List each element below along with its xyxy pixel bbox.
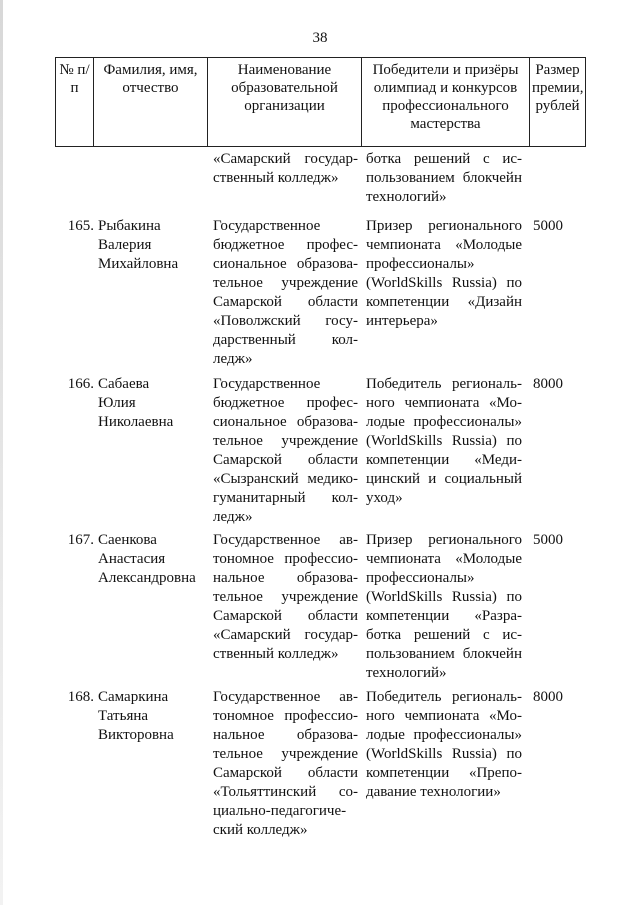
row-prize: 5000 — [533, 532, 563, 548]
text-line: тономное профессио- — [213, 551, 358, 567]
text-line: Викторовна — [98, 727, 174, 743]
text-line: ледж» — [213, 509, 253, 525]
text-line: «Поволжский госу- — [213, 313, 358, 329]
text-line: Самарской области — [213, 294, 358, 310]
scan-edge — [0, 0, 3, 905]
text-line: чемпионата «Молодые — [366, 237, 522, 253]
text-line: технологий» — [366, 665, 447, 681]
text-line: Николаевна — [98, 414, 174, 430]
text-line: (WorldSkills Russia) по — [366, 746, 522, 762]
text-line: компетенции «Разра- — [366, 608, 522, 624]
text-line: тельное учреждение — [213, 589, 358, 605]
text-line: Самарской области — [213, 608, 358, 624]
row-winners — [366, 375, 522, 508]
text-line: Татьяна — [98, 708, 149, 724]
text-line: ного чемпионата «Мо- — [366, 708, 522, 724]
header-number: № п/п — [56, 58, 94, 147]
text-line: лодые профессионалы» — [366, 727, 522, 743]
row-winners — [366, 217, 522, 331]
text-line: ственный колледж» — [213, 646, 339, 662]
text-line: бюджетное профес- — [213, 237, 358, 253]
text-line: (WorldSkills Russia) по — [366, 589, 522, 605]
text-line: Саенкова — [98, 532, 157, 548]
text-line: Анастасия — [98, 551, 166, 567]
text-line: ботка решений с ис- — [366, 151, 522, 167]
text-line: уход» — [366, 490, 403, 506]
text-line: «Самарский государ- — [213, 627, 358, 643]
text-line: компетенции «Дизайн — [366, 294, 522, 310]
text-line: Государственное ав- — [213, 689, 358, 705]
row-organization — [213, 217, 358, 369]
text-line: Самарской области — [213, 765, 358, 781]
text-line: ботка решений с ис- — [366, 627, 522, 643]
row-prize: 8000 — [533, 376, 563, 392]
header-organization: Наименование образовательной организации — [208, 58, 362, 147]
text-line: ного чемпионата «Мо- — [366, 395, 522, 411]
header-prize: Размер премии, рублей — [530, 58, 586, 147]
text-line: пользованием блокчейн — [366, 646, 522, 662]
text-line: Государственное ав- — [213, 532, 358, 548]
text-line: нальное образова- — [213, 570, 358, 586]
text-line: Самарской области — [213, 452, 358, 468]
header-winners: Победители и призёры олимпиад и конкурсов профессионального мастерства — [362, 58, 530, 147]
text-line: гуманитарный кол- — [213, 490, 358, 506]
text-line: Михайловна — [98, 256, 179, 272]
text-line: Самаркина — [98, 689, 169, 705]
text-line: компетенции «Препо- — [366, 765, 522, 781]
text-line: тельное учреждение — [213, 275, 358, 291]
row-organization — [213, 531, 358, 664]
text-line: профессионалы» — [366, 570, 475, 586]
row-prize: 5000 — [533, 218, 563, 234]
text-line: ственный колледж» — [213, 170, 339, 186]
text-line: сиональное образова- — [213, 256, 358, 272]
text-line: лодые профессионалы» — [366, 414, 522, 430]
text-line: сиональное образова- — [213, 414, 358, 430]
page-number: 38 — [312, 30, 328, 46]
text-line: интерьера» — [366, 313, 438, 329]
row-organization — [213, 688, 358, 840]
text-line: технологий» — [366, 189, 447, 205]
text-line: тономное профессио- — [213, 708, 358, 724]
text-line: ледж» — [213, 351, 253, 367]
row-winners — [366, 688, 522, 802]
row-name — [98, 688, 208, 745]
text-line: дарственный кол- — [213, 332, 358, 348]
text-line: (WorldSkills Russia) по — [366, 433, 522, 449]
row-name — [98, 531, 208, 588]
row-number: 168. — [67, 689, 94, 705]
text-line: чемпионата «Молодые — [366, 551, 522, 567]
text-line: тельное учреждение — [213, 433, 358, 449]
text-line: ский колледж» — [213, 822, 308, 838]
text-line: Призер регионального — [366, 532, 522, 548]
text-line: Валерия — [98, 237, 152, 253]
continuation-organization — [213, 150, 358, 188]
text-line: цинский и социальный — [366, 471, 522, 487]
row-name — [98, 375, 208, 432]
row-organization — [213, 375, 358, 527]
text-line: Призер регионального — [366, 218, 522, 234]
row-number: 167. — [67, 532, 94, 548]
text-line: пользованием блокчейн — [366, 170, 522, 186]
row-prize: 8000 — [533, 689, 563, 705]
text-line: (WorldSkills Russia) по — [366, 275, 522, 291]
text-line: тельное учреждение — [213, 746, 358, 762]
text-line: компетенции «Меди- — [366, 452, 522, 468]
text-line: «Тольяттинский со- — [213, 784, 358, 800]
text-line: Рыбакина — [98, 218, 161, 234]
continuation-winners — [366, 150, 522, 207]
text-line: циально-педагогиче- — [213, 803, 347, 819]
row-number: 166. — [67, 376, 94, 392]
text-line: Победитель региональ- — [366, 376, 522, 392]
row-name — [98, 217, 208, 274]
row-winners — [366, 531, 522, 683]
text-line: Государственное — [213, 376, 321, 392]
text-line: давание технологии» — [366, 784, 501, 800]
text-line: профессионалы» — [366, 256, 475, 272]
text-line: бюджетное профес- — [213, 395, 358, 411]
text-line: нальное образова- — [213, 727, 358, 743]
text-line: «Самарский государ- — [213, 151, 358, 167]
text-line: Государственное — [213, 218, 321, 234]
header-name: Фамилия, имя, отчество — [94, 58, 208, 147]
text-line: Победитель региональ- — [366, 689, 522, 705]
text-line: Александровна — [98, 570, 196, 586]
text-line: Юлия — [98, 395, 136, 411]
text-line: Сабаева — [98, 376, 150, 392]
row-number: 165. — [67, 218, 94, 234]
table-header — [55, 57, 586, 147]
text-line: «Сызранский медико- — [213, 471, 358, 487]
